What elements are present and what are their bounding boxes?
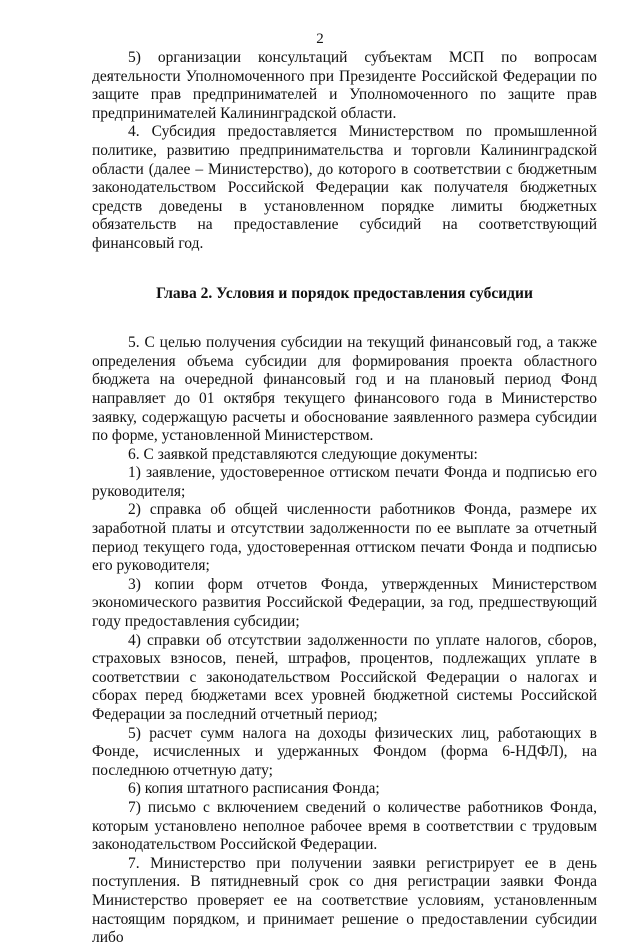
list-item: 7) письмо с включением сведений о количестве работников Фонда, которым установлено неполное рабочее время в соответствии с трудовым законодательством Российской Федерации. (92, 798, 597, 854)
page-number: 2 (316, 31, 324, 47)
paragraph: 5. С целью получения субсидии на текущий финансовый год, а также определения объема субсидии для формирования проекта областного бюджета на очередной финансовый год и на плановый период Фонд направляет до 01 октября текущего финансового года в Министерство заявку, содержащую расчеты и обоснование заявленного размера субсидии по форме, установленной Министерством. (92, 334, 597, 445)
list-item: 4) справки об отсутствии задолженности по уплате налогов, сборов, страховых взносов, пеней, штрафов, процентов, подлежащих уплате в соответствии с законодательством Российской Федерации о налогах и сборах перед бюджетами всех уровней бюджетной системы Российской Федерации за последний отчетный период; (92, 631, 597, 723)
list-item: 2) справка об общей численности работников Фонда, размере их заработной платы и отсутствии задолженности по ее выплате за отчетный период текущего года, удостоверенная оттиском печати Фонда и подписью его руководителя; (92, 501, 597, 575)
list-item: 5) расчет сумм налога на доходы физических лиц, работающих в Фонде, исчисленных и удержанных Фондом (форма 6-НДФЛ), на последнюю отчетную дату; (92, 724, 597, 779)
chapter-heading: Глава 2. Условия и порядок предоставления субсидии (156, 284, 533, 302)
paragraph: 5) организации консультаций субъектам МСП по вопросам деятельности Уполномоченного при Президенте Российской Федерации по защите прав предпринимателей и Уполномоченного по защите прав предпринимателей Калининградской области. (92, 49, 597, 122)
paragraph: 4. Субсидия предоставляется Министерством по промышленной политике, развитию предпринимательства и торговли Калининградской области (далее – Министерство), до которого в соответствии с бюджетным законодательством Российской Федерации как получателя бюджетных средств доведены в установленном порядке лимиты бюджетных обязательств на предоставление субсидий на соответствующий финансовый год. (92, 123, 597, 252)
paragraph: 7. Министерство при получении заявки регистрирует ее в день поступления. В пятидневный срок со дня регистрации заявки Фонда Министерство проверяет ее на соответствие условиям, установленным настоящим порядком, и принимает решение о предоставлении субсидии либо (92, 854, 597, 947)
paragraph: 6. С заявкой представляются следующие документы: (128, 445, 478, 463)
list-item: 6) копия штатного расписания Фонда; (128, 780, 380, 798)
document-body (92, 49, 597, 948)
list-item: 3) копии форм отчетов Фонда, утвержденных Министерством экономического развития Российской Федерации, за год, предшествующий году предоставления субсидии; (92, 575, 597, 631)
list-item: 1) заявление, удостоверенное оттиском печати Фонда и подписью его руководителя; (92, 464, 597, 500)
